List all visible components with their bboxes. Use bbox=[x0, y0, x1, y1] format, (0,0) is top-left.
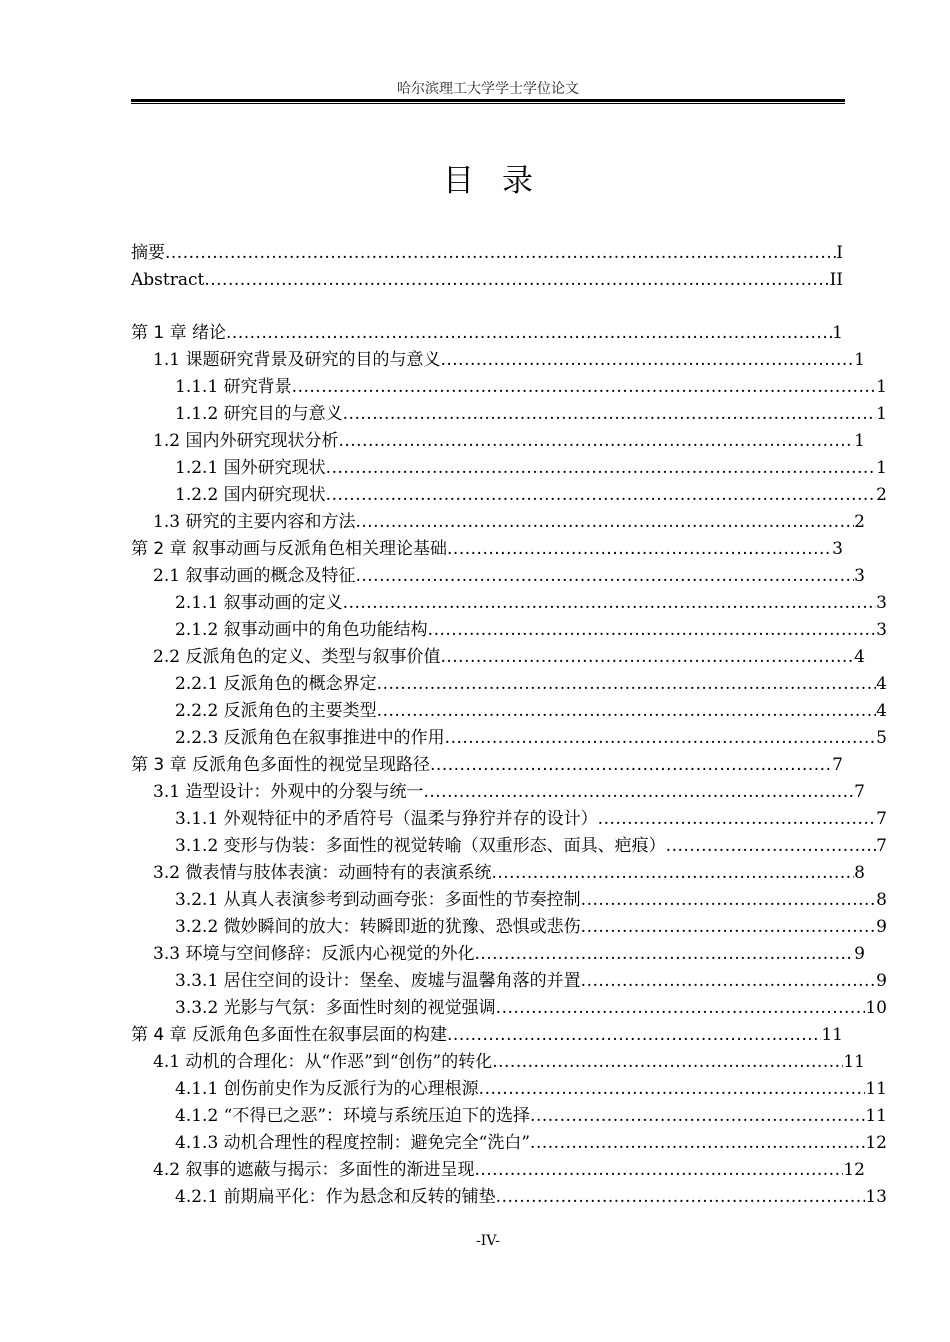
toc-entry-page: 1 bbox=[876, 458, 887, 478]
toc-entry[interactable] bbox=[131, 1130, 887, 1157]
toc-entry-page: 9 bbox=[876, 917, 887, 937]
toc-dot-leader bbox=[428, 617, 877, 644]
toc-dot-leader bbox=[530, 1103, 865, 1130]
toc-dot-leader bbox=[445, 725, 877, 752]
toc-dot-leader bbox=[423, 779, 854, 806]
toc-entry[interactable] bbox=[131, 833, 887, 860]
toc-entry[interactable] bbox=[131, 1157, 865, 1184]
toc-dot-leader bbox=[355, 509, 854, 536]
toc-entry[interactable] bbox=[131, 536, 843, 563]
toc-entry[interactable] bbox=[131, 320, 843, 347]
toc-entry-title: 1.1.1 研究背景 bbox=[175, 377, 292, 397]
toc-dot-leader bbox=[530, 1130, 865, 1157]
toc-entry-title: 3.1.1 外观特征中的矛盾符号（温柔与狰狞并存的设计） bbox=[175, 809, 598, 829]
toc-entry-title: 3.1.2 变形与伪装：多面性的视觉转喻（双重形态、面具、疤痕） bbox=[175, 836, 666, 856]
toc-dot-leader bbox=[326, 482, 877, 509]
toc-entry[interactable] bbox=[131, 1184, 887, 1211]
toc-dot-leader bbox=[343, 401, 877, 428]
toc-dot-leader bbox=[226, 320, 832, 347]
toc-entry-page: 2 bbox=[876, 485, 887, 505]
toc-entry[interactable] bbox=[131, 617, 887, 644]
toc-entry[interactable] bbox=[131, 482, 887, 509]
toc-entry-title: 2.1.1 叙事动画的定义 bbox=[175, 593, 343, 613]
toc-entry[interactable] bbox=[131, 1103, 887, 1130]
toc-dot-leader bbox=[343, 590, 877, 617]
toc-entry-page: 1 bbox=[832, 323, 843, 343]
toc-dot-leader bbox=[430, 752, 832, 779]
toc-dot-leader bbox=[440, 644, 854, 671]
toc-entry-title: 1.2.2 国内研究现状 bbox=[175, 485, 326, 505]
toc-dot-leader bbox=[479, 1076, 866, 1103]
toc-dot-leader bbox=[581, 914, 877, 941]
toc-entry[interactable] bbox=[131, 968, 887, 995]
toc-entry-title: 4.1 动机的合理化：从“作恶”到“创伤”的转化 bbox=[153, 1052, 493, 1072]
toc-dot-leader bbox=[165, 240, 836, 267]
toc-entry-page: 11 bbox=[821, 1025, 843, 1045]
toc-dot-leader bbox=[491, 860, 854, 887]
running-header: 哈尔滨理工大学学士学位论文 bbox=[397, 81, 579, 97]
toc-entry-page: 1 bbox=[876, 377, 887, 397]
toc-entry-title: 4.1.2 “不得已之恶”：环境与系统压迫下的选择 bbox=[175, 1106, 531, 1126]
toc-entry-page: 1 bbox=[876, 404, 887, 424]
toc-entry-title: 2.1.2 叙事动画中的角色功能结构 bbox=[175, 620, 428, 640]
toc-dot-leader bbox=[440, 347, 854, 374]
toc-entry[interactable] bbox=[131, 374, 887, 401]
toc-entry-page: 9 bbox=[876, 971, 887, 991]
header-rule-thick bbox=[131, 99, 845, 102]
toc-dot-leader bbox=[496, 995, 866, 1022]
toc-dot-leader bbox=[338, 428, 854, 455]
toc-entry-title: 4.1.3 动机合理性的程度控制：避免完全“洗白” bbox=[175, 1133, 531, 1153]
toc-entry-page: 10 bbox=[865, 998, 887, 1018]
toc-entry[interactable] bbox=[131, 941, 865, 968]
toc-entry-page: 8 bbox=[876, 890, 887, 910]
toc-entry[interactable] bbox=[131, 509, 865, 536]
toc-entry[interactable] bbox=[131, 779, 865, 806]
header-rule-thin bbox=[131, 103, 845, 104]
toc-dot-leader bbox=[292, 374, 877, 401]
toc-entry-title: 2.2 反派角色的定义、类型与叙事价值 bbox=[153, 647, 441, 667]
toc-entry-page: 1 bbox=[854, 431, 865, 451]
toc-dot-leader bbox=[326, 455, 877, 482]
toc-entry-page: 9 bbox=[854, 944, 865, 964]
toc-entry-page: I bbox=[836, 243, 843, 263]
toc-entry-title: 3.3 环境与空间修辞：反派内心视觉的外化 bbox=[153, 944, 475, 964]
toc-entry-page: 7 bbox=[876, 836, 887, 856]
toc-dot-leader bbox=[474, 1157, 843, 1184]
toc-entry-title: 2.2.1 反派角色的概念界定 bbox=[175, 674, 377, 694]
toc-entry-page: 13 bbox=[865, 1187, 887, 1207]
toc-dot-leader bbox=[377, 698, 877, 725]
page-number: -IV- bbox=[476, 1233, 500, 1249]
toc-entry-page: 5 bbox=[876, 728, 887, 748]
toc-dot-leader bbox=[581, 968, 877, 995]
toc-entry-page: 7 bbox=[876, 809, 887, 829]
toc-entry-page: 11 bbox=[843, 1052, 865, 1072]
toc-title: 目录 bbox=[443, 163, 561, 199]
toc-entry-page: 2 bbox=[854, 512, 865, 532]
toc-dot-leader bbox=[474, 941, 854, 968]
toc-dot-leader bbox=[666, 833, 877, 860]
toc-entry-title: 2.1 叙事动画的概念及特征 bbox=[153, 566, 356, 586]
toc-entry-title: 3.1 造型设计：外观中的分裂与统一 bbox=[153, 782, 424, 802]
toc-entry[interactable] bbox=[131, 428, 865, 455]
toc-entry[interactable] bbox=[131, 725, 887, 752]
toc-entry-title: 摘要 bbox=[131, 243, 165, 263]
toc-entry[interactable] bbox=[131, 1022, 843, 1049]
toc-entry[interactable] bbox=[131, 563, 865, 590]
toc-entry[interactable] bbox=[131, 590, 887, 617]
toc-entry-page: 7 bbox=[832, 755, 843, 775]
toc-entry-title: 3.2.1 从真人表演参考到动画夸张：多面性的节奏控制 bbox=[175, 890, 581, 910]
toc-entry[interactable] bbox=[131, 455, 887, 482]
toc-dot-leader bbox=[496, 1184, 866, 1211]
toc-entry-page: 4 bbox=[854, 647, 865, 667]
toc-entry-page: 3 bbox=[876, 593, 887, 613]
toc-entry-title: 第 2 章 叙事动画与反派角色相关理论基础 bbox=[131, 539, 448, 559]
toc-entry-title: 2.2.2 反派角色的主要类型 bbox=[175, 701, 377, 721]
toc-entry[interactable] bbox=[131, 995, 887, 1022]
toc-entry-title: 1.2.1 国外研究现状 bbox=[175, 458, 326, 478]
toc-entry-title: 4.2 叙事的遮蔽与揭示：多面性的渐进呈现 bbox=[153, 1160, 475, 1180]
toc-entry[interactable] bbox=[131, 1076, 887, 1103]
toc-entry[interactable] bbox=[131, 401, 887, 428]
toc-dot-leader bbox=[204, 267, 829, 294]
toc-entry-title: Abstract bbox=[131, 270, 205, 290]
toc-entry-page: 11 bbox=[865, 1106, 887, 1126]
toc-entry-page: 1 bbox=[854, 350, 865, 370]
toc-entry[interactable] bbox=[131, 267, 843, 294]
toc-entry-page: 3 bbox=[854, 566, 865, 586]
toc-entry-page: 3 bbox=[876, 620, 887, 640]
toc-entry[interactable] bbox=[131, 752, 843, 779]
toc-entry[interactable] bbox=[131, 860, 865, 887]
toc-dot-leader bbox=[355, 563, 854, 590]
toc-entry-title: 第 3 章 反派角色多面性的视觉呈现路径 bbox=[131, 755, 431, 775]
toc-entry-page: 4 bbox=[876, 674, 887, 694]
toc-entry[interactable] bbox=[131, 240, 843, 267]
toc-entry-title: 3.2 微表情与肢体表演：动画特有的表演系统 bbox=[153, 863, 492, 883]
toc-entry-page: 12 bbox=[843, 1160, 865, 1180]
toc-entry-title: 2.2.3 反派角色在叙事推进中的作用 bbox=[175, 728, 445, 748]
toc-entry-page: 3 bbox=[832, 539, 843, 559]
toc-entry[interactable] bbox=[131, 347, 865, 374]
toc-entry[interactable] bbox=[131, 671, 887, 698]
toc-entry-title: 1.1.2 研究目的与意义 bbox=[175, 404, 343, 424]
toc-entry-title: 第 4 章 反派角色多面性在叙事层面的构建 bbox=[131, 1025, 448, 1045]
toc-dot-leader bbox=[447, 536, 832, 563]
toc-entry-page: II bbox=[829, 270, 843, 290]
toc-entry-page: 12 bbox=[865, 1133, 887, 1153]
toc-dot-leader bbox=[492, 1049, 843, 1076]
toc-entry-title: 4.2.1 前期扁平化：作为悬念和反转的铺垫 bbox=[175, 1187, 496, 1207]
toc-entry[interactable] bbox=[131, 914, 887, 941]
toc-dot-leader bbox=[377, 671, 877, 698]
toc-entry[interactable] bbox=[131, 806, 887, 833]
toc-dot-leader bbox=[581, 887, 877, 914]
toc-entry-title: 1.1 课题研究背景及研究的目的与意义 bbox=[153, 350, 441, 370]
toc-entry-page: 11 bbox=[865, 1079, 887, 1099]
toc-entry-title: 第 1 章 绪论 bbox=[131, 323, 227, 343]
toc-entry-title: 1.3 研究的主要内容和方法 bbox=[153, 512, 356, 532]
toc-entry-page: 7 bbox=[854, 782, 865, 802]
toc-entry-title: 3.3.2 光影与气氛：多面性时刻的视觉强调 bbox=[175, 998, 496, 1018]
toc-entry[interactable] bbox=[131, 887, 887, 914]
toc-entry-page: 8 bbox=[854, 863, 865, 883]
toc-dot-leader bbox=[598, 806, 877, 833]
toc-entry[interactable] bbox=[131, 1049, 865, 1076]
toc-entry[interactable] bbox=[131, 698, 887, 725]
toc-entry-page: 4 bbox=[876, 701, 887, 721]
toc-entry-title: 1.2 国内外研究现状分析 bbox=[153, 431, 339, 451]
toc-entry-title: 3.2.2 微妙瞬间的放大：转瞬即逝的犹豫、恐惧或悲伤 bbox=[175, 917, 581, 937]
toc-entry-title: 3.3.1 居住空间的设计：堡垒、废墟与温馨角落的并置 bbox=[175, 971, 581, 991]
toc-dot-leader bbox=[447, 1022, 821, 1049]
toc-entry[interactable] bbox=[131, 644, 865, 671]
toc-entry-title: 4.1.1 创伤前史作为反派行为的心理根源 bbox=[175, 1079, 479, 1099]
